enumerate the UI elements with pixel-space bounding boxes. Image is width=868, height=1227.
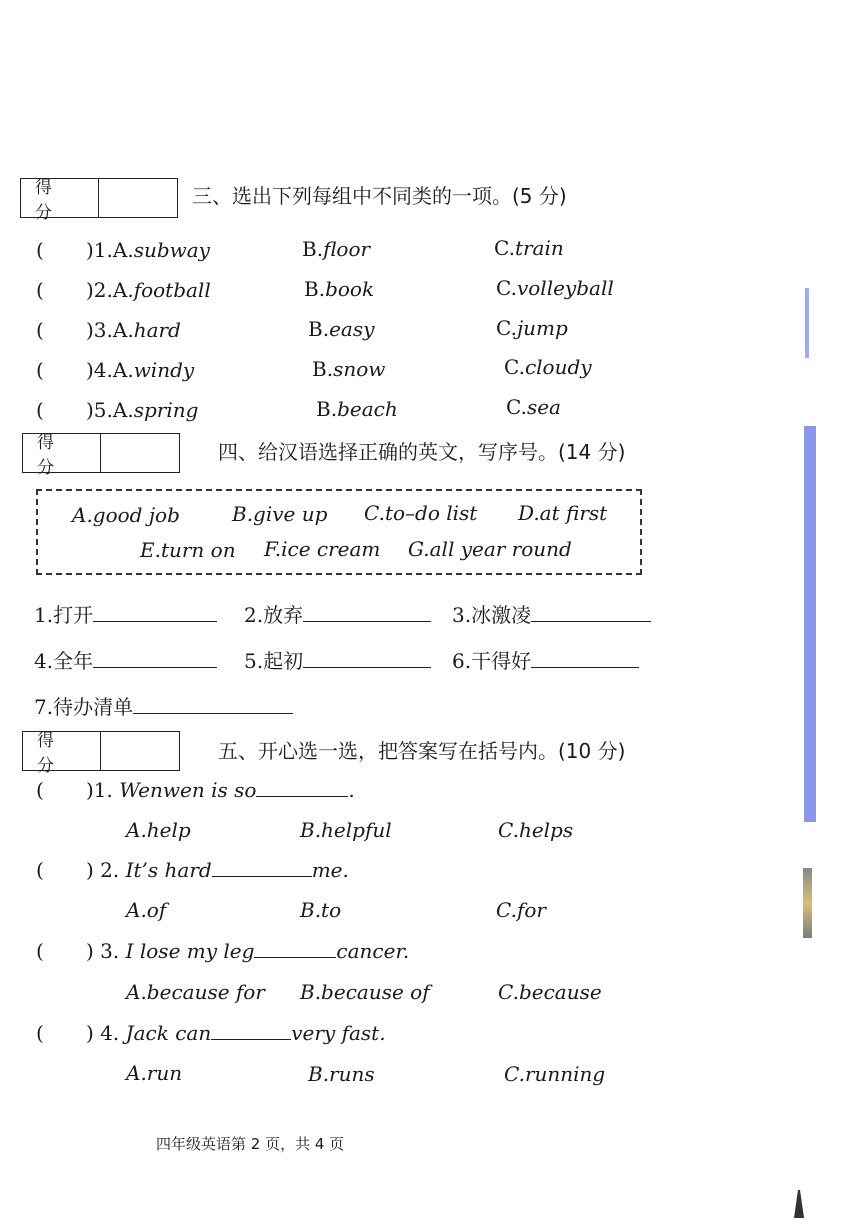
score-label: 得 分 <box>21 179 99 217</box>
option-a: hard <box>133 318 181 342</box>
answer-blank[interactable] <box>303 621 431 622</box>
option-c: cloudy <box>524 355 592 379</box>
option-b: easy <box>329 317 375 341</box>
question-stem: )1. Wenwen is so . <box>86 778 355 802</box>
answer-blank[interactable] <box>531 621 651 622</box>
option-c: jump <box>516 316 568 340</box>
scan-artifact-strip <box>805 288 809 358</box>
answer-paren[interactable]: ( <box>36 778 44 802</box>
translation-item: 2.放弃 <box>244 599 431 628</box>
option-a: A.of <box>126 898 167 922</box>
translation-item: 3.冰激凌 <box>452 599 651 628</box>
option-b: B.runs <box>308 1062 375 1086</box>
option-b: B.helpful <box>300 818 392 842</box>
answer-blank[interactable] <box>303 667 431 668</box>
score-box-section-3 <box>20 178 178 223</box>
word-option: C.to–do list <box>364 501 478 525</box>
answer-paren[interactable]: ( <box>36 939 44 963</box>
score-field[interactable] <box>101 434 179 472</box>
word-option: B.give up <box>232 502 328 526</box>
option-c: C.helps <box>498 818 574 842</box>
word-option: E.turn on <box>140 538 236 562</box>
question-stem: ) 3. I lose my leg cancer. <box>86 939 410 963</box>
word-option: A.good job <box>72 503 180 527</box>
score-field[interactable] <box>99 179 177 217</box>
option-c: C.running <box>504 1062 606 1086</box>
question-row: ( <box>36 358 44 382</box>
word-option: F.ice cream <box>264 537 381 561</box>
option-b: B.to <box>300 898 342 922</box>
option-c: train <box>514 236 564 260</box>
section-3-title: 三、选出下列每组中不同类的一项。(5 分) <box>192 184 567 208</box>
question-row: ( <box>36 318 44 342</box>
scan-artifact-strip <box>804 426 816 822</box>
score-field[interactable] <box>101 732 179 770</box>
answer-blank <box>254 957 336 958</box>
option-a: subway <box>133 238 210 262</box>
section-5-title: 五、开心选一选，把答案写在括号内。(10 分) <box>218 739 626 763</box>
translation-item: 5.起初 <box>244 645 431 674</box>
question-stem: ) 2. It’s hard me. <box>86 858 349 882</box>
answer-blank <box>212 876 312 877</box>
scan-artifact-mark <box>794 1190 804 1218</box>
answer-paren[interactable]: ( <box>36 858 44 882</box>
option-a: A.because for <box>126 980 265 1004</box>
page-footer: 四年级英语第 2 页，共 4 页 <box>156 1135 345 1153</box>
translation-item: 7.待办清单 <box>34 691 293 720</box>
option-b: snow <box>333 357 386 381</box>
option-b: beach <box>337 397 398 421</box>
question-stem: ) 4. Jack can very fast. <box>86 1021 386 1045</box>
answer-blank[interactable] <box>133 713 293 714</box>
score-label: 得 分 <box>23 434 101 472</box>
option-a: spring <box>133 398 199 422</box>
option-b: book <box>325 277 375 301</box>
question-row: ( <box>36 398 44 422</box>
answer-blank[interactable] <box>93 621 217 622</box>
score-box-section-4 <box>22 433 180 478</box>
answer-blank <box>211 1039 291 1040</box>
answer-blank[interactable] <box>531 667 639 668</box>
section-4-title: 四、给汉语选择正确的英文，写序号。(14 分) <box>218 440 626 464</box>
option-a: football <box>133 278 211 302</box>
question-row: ( <box>36 278 44 302</box>
score-label: 得 分 <box>23 732 101 770</box>
option-c: sea <box>526 395 561 419</box>
option-b: floor <box>323 237 371 261</box>
option-b: B.because of <box>300 980 430 1004</box>
option-a: windy <box>133 358 195 382</box>
option-c: C.because <box>498 980 602 1004</box>
option-c: C.for <box>496 898 546 922</box>
scan-artifact-mark <box>803 868 812 938</box>
word-option: D.at first <box>518 501 608 525</box>
translation-item: 4.全年 <box>34 645 217 674</box>
question-row: ( <box>36 238 44 262</box>
translation-item: 6.干得好 <box>452 645 639 674</box>
answer-paren[interactable]: ( <box>36 1021 44 1045</box>
translation-item: 1.打开 <box>34 599 217 628</box>
word-option: G.all year round <box>408 537 572 561</box>
answer-blank[interactable] <box>93 667 217 668</box>
answer-blank <box>256 796 348 797</box>
option-a: A.run <box>126 1061 183 1085</box>
score-box-section-5 <box>22 731 180 776</box>
option-c: volleyball <box>516 276 614 300</box>
option-a: A.help <box>126 818 191 842</box>
